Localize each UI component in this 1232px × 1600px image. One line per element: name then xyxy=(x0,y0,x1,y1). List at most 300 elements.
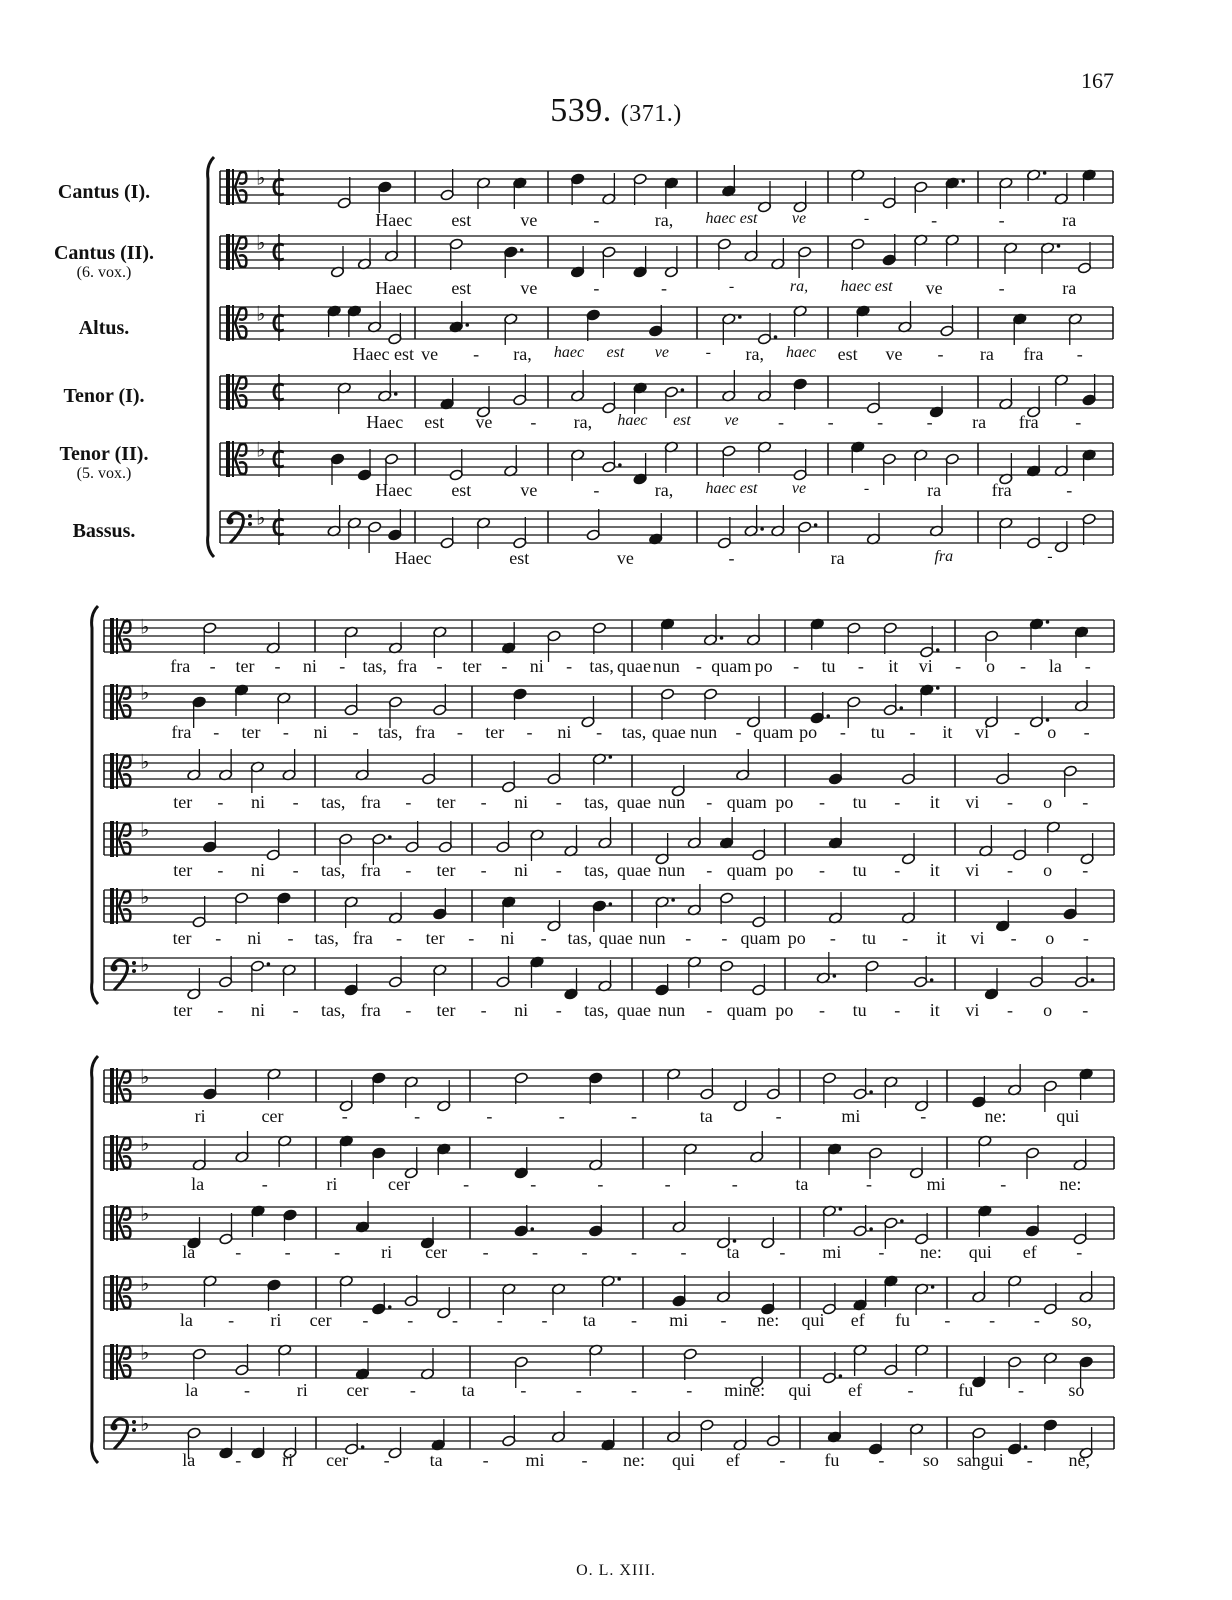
note xyxy=(476,177,490,209)
lyric-syllable: tas, xyxy=(567,928,593,948)
note xyxy=(251,1205,265,1237)
note xyxy=(828,817,842,849)
note xyxy=(1074,626,1088,658)
note xyxy=(687,817,701,849)
lyric-syllable: - xyxy=(1013,722,1020,742)
lyric-syllable: - xyxy=(235,1450,242,1470)
note xyxy=(1027,517,1041,549)
lyric-syllable: ne, xyxy=(1068,1450,1090,1470)
note xyxy=(847,696,861,728)
lyric-syllable: ra, xyxy=(654,210,674,230)
note xyxy=(828,892,842,924)
note xyxy=(703,614,723,646)
lyric-syllable: fra xyxy=(1018,412,1039,432)
lyric-syllable: ter xyxy=(172,928,192,948)
lyric-syllable: - xyxy=(341,1106,348,1126)
lyric-syllable: mi xyxy=(926,1174,946,1194)
note xyxy=(203,1068,217,1100)
lyric-syllable: - xyxy=(793,656,800,676)
system-brace xyxy=(208,157,214,557)
lyric-syllable: qui xyxy=(671,1450,695,1470)
note xyxy=(771,238,785,270)
note xyxy=(703,688,717,720)
lyric-syllable: it xyxy=(929,860,940,880)
note xyxy=(266,829,280,861)
flat-icon: ♭ xyxy=(140,749,150,774)
lyric-syllable: fra xyxy=(352,928,373,948)
lyric-syllable: - xyxy=(501,656,508,676)
note xyxy=(847,622,861,654)
note xyxy=(766,1068,780,1100)
note xyxy=(378,181,392,213)
note xyxy=(664,441,678,473)
lyric-syllable: po xyxy=(775,792,794,812)
lyric-syllable: - xyxy=(907,1380,914,1400)
lyric-syllable: ve xyxy=(520,480,538,500)
lyric-syllable: - xyxy=(819,860,825,880)
note xyxy=(633,382,647,414)
note xyxy=(282,964,296,996)
note xyxy=(901,833,915,865)
note xyxy=(1013,829,1027,861)
lyric-syllable: vi xyxy=(965,860,980,880)
note xyxy=(909,1147,923,1179)
lyric-syllable: - xyxy=(631,1242,637,1262)
note xyxy=(502,896,516,928)
lyric-syllable: vi xyxy=(975,722,990,742)
lyric-syllable: ne: xyxy=(984,1106,1007,1126)
staff xyxy=(220,438,1113,485)
note xyxy=(602,173,616,205)
flat-icon: ♭ xyxy=(140,680,150,705)
note xyxy=(219,1427,233,1459)
note xyxy=(440,169,454,201)
note xyxy=(945,234,959,266)
note xyxy=(851,169,865,201)
lyric-syllable: - xyxy=(530,412,537,432)
note xyxy=(757,181,771,213)
note xyxy=(649,305,663,337)
note xyxy=(853,1344,867,1376)
lyric-syllable: quae xyxy=(617,656,651,676)
note xyxy=(192,1348,206,1380)
lyric-syllable: qui xyxy=(968,1242,992,1262)
lyric-syllable: - xyxy=(728,548,735,568)
lyric-syllable: - xyxy=(721,928,728,948)
f-clef-icon xyxy=(227,513,253,543)
lyric-syllable: Haec xyxy=(375,210,413,230)
note xyxy=(667,1411,681,1443)
lyric-syllable: tu xyxy=(852,860,867,880)
lyric-syllable: so xyxy=(922,1450,939,1470)
note xyxy=(504,246,524,278)
lyric-syllable: tas, xyxy=(320,1000,346,1020)
lyric-syllable: ef xyxy=(1022,1242,1037,1262)
note xyxy=(720,960,734,992)
lyric-syllable: - xyxy=(480,860,487,880)
note xyxy=(219,1213,233,1245)
lyric-syllable: haec est xyxy=(840,278,893,295)
lyric-syllable: nun xyxy=(638,928,666,948)
lyric-syllable: - xyxy=(685,928,692,948)
lyric-syllable: po xyxy=(799,722,818,742)
note xyxy=(1068,313,1082,345)
lyric-syllable: - xyxy=(215,928,222,948)
lyric-syllable: - xyxy=(217,792,224,812)
note xyxy=(404,1076,418,1108)
staff xyxy=(104,1131,1114,1179)
note xyxy=(502,761,516,793)
note xyxy=(433,626,447,658)
lyric-syllable: it xyxy=(929,1000,940,1020)
staff xyxy=(104,749,1114,797)
lyric-syllable: ve xyxy=(791,210,807,227)
lyric-syllable: - xyxy=(284,1242,291,1262)
lyric-syllable: - xyxy=(1033,1310,1040,1330)
lyric-syllable: la xyxy=(185,1380,199,1400)
lyric-syllable: - xyxy=(877,412,884,432)
piece-number: 539. xyxy=(550,92,612,129)
note xyxy=(502,622,516,654)
note xyxy=(999,378,1013,410)
staff xyxy=(104,1064,1114,1112)
lyric-syllable: ra xyxy=(1062,278,1077,298)
note xyxy=(282,749,296,781)
lyric-syllable: ter xyxy=(241,722,261,742)
note xyxy=(589,1072,603,1104)
note xyxy=(978,1135,992,1167)
lyric-syllable: - xyxy=(409,1380,416,1400)
note xyxy=(405,821,419,853)
lyric-syllable: haec est xyxy=(705,210,758,227)
note xyxy=(816,952,836,984)
lyric-syllable: - xyxy=(566,656,573,676)
note xyxy=(372,1283,392,1315)
lyric-syllable: - xyxy=(680,1242,687,1262)
lyric-syllable: - xyxy=(866,1174,872,1194)
flat-icon: ♭ xyxy=(256,505,266,530)
lyric-syllable: o xyxy=(1045,928,1055,948)
lyric-syllable: la xyxy=(1048,656,1062,676)
lyric-syllable: qui xyxy=(788,1380,812,1400)
note xyxy=(633,173,647,205)
lyric-syllable: - xyxy=(396,928,402,948)
lyric-syllable: ni xyxy=(302,656,317,676)
lyric-syllable: so, xyxy=(1071,1310,1092,1330)
note xyxy=(1077,242,1091,274)
note xyxy=(192,896,206,928)
lyric-syllable: - xyxy=(863,480,870,497)
lyric-syllable: - xyxy=(274,656,281,676)
lyric-syllable: Haec est xyxy=(352,344,414,364)
lyric-syllable: - xyxy=(362,1310,369,1330)
note xyxy=(219,956,233,988)
lyric-syllable: - xyxy=(480,792,487,812)
lyric-syllable: - xyxy=(555,1000,562,1020)
lyric-syllable: ta xyxy=(699,1106,713,1126)
lyric-syllable: ter xyxy=(436,860,456,880)
lyric-syllable: quae xyxy=(651,722,686,742)
note xyxy=(388,313,402,345)
note xyxy=(972,1356,986,1388)
lyric-syllable: po xyxy=(775,1000,794,1020)
lyric-syllable: o xyxy=(1043,792,1053,812)
note xyxy=(384,230,398,262)
part-label-cantus-1: Cantus (I). xyxy=(57,181,151,203)
lyric-syllable: - xyxy=(1075,412,1082,432)
lyric-syllable: - xyxy=(456,722,463,742)
lyric-syllable: ri xyxy=(326,1174,338,1194)
note xyxy=(372,1147,386,1179)
lyric-syllable: - xyxy=(1007,1000,1013,1020)
lyric-syllable: - xyxy=(779,1450,786,1470)
lyric-syllable: ra xyxy=(1062,210,1077,230)
lyric-syllable: - xyxy=(1084,656,1091,676)
note xyxy=(1008,1423,1028,1455)
note xyxy=(504,445,518,477)
lyric-syllable: ef xyxy=(850,1310,865,1330)
note xyxy=(717,517,731,549)
lyric-syllable: - xyxy=(1010,928,1017,948)
note xyxy=(750,1131,764,1163)
note xyxy=(866,382,880,414)
lyric-syllable: ni xyxy=(250,792,266,812)
note xyxy=(882,177,896,209)
note xyxy=(914,956,934,988)
system-3 xyxy=(92,1056,1114,1463)
footer-signature: O. L. XIII. xyxy=(576,1562,656,1579)
note xyxy=(683,1143,697,1175)
note xyxy=(592,622,606,654)
note xyxy=(404,1275,418,1307)
note xyxy=(513,688,527,720)
note xyxy=(431,1419,445,1451)
part-label-cantus-2: Cantus (II). (6. vox.) xyxy=(53,242,155,281)
lyric-syllable: - xyxy=(829,928,836,948)
lyric-syllable: la xyxy=(191,1174,205,1194)
lyric-syllable: ri xyxy=(381,1242,393,1262)
note xyxy=(915,1344,929,1376)
note xyxy=(700,1419,714,1451)
note xyxy=(551,1411,565,1443)
lyric-syllable: - xyxy=(414,1106,421,1126)
note xyxy=(1043,1080,1057,1112)
lyric-syllable: ter xyxy=(173,1000,193,1020)
note xyxy=(752,964,766,996)
lyric-syllable: po xyxy=(754,656,773,676)
note xyxy=(1008,1275,1022,1307)
staff xyxy=(104,1271,1114,1319)
lyric-syllable: - xyxy=(778,412,785,432)
note xyxy=(722,370,736,402)
note xyxy=(687,884,701,916)
note xyxy=(914,449,928,481)
lyric-syllable: mi xyxy=(841,1106,861,1126)
note xyxy=(344,626,358,658)
note xyxy=(793,449,807,481)
note xyxy=(882,234,896,266)
lyric-syllable: - xyxy=(894,860,901,880)
lyric-syllable: ter xyxy=(485,722,505,742)
lyric-syllable: - xyxy=(473,344,480,364)
lyric-syllable: ve xyxy=(421,344,439,364)
lyric-syllable: tu xyxy=(852,792,867,812)
staff xyxy=(104,614,1114,662)
lyric-syllable: sangui xyxy=(956,1450,1004,1470)
lyric-syllable: tas, xyxy=(314,928,339,948)
lyric-syllable: - xyxy=(1000,1174,1007,1194)
lyric-syllable: - xyxy=(920,1106,927,1126)
lyric-syllable: - xyxy=(931,210,938,230)
lyric-syllable: ne: xyxy=(757,1310,780,1330)
note xyxy=(1063,765,1077,797)
lyric-syllable: - xyxy=(937,344,944,364)
lyric-syllable: ni xyxy=(514,1000,529,1020)
note xyxy=(766,1415,780,1447)
lyric-syllable: ra, xyxy=(789,278,809,295)
note xyxy=(581,696,595,728)
note xyxy=(551,1283,565,1315)
lyric-syllable: quae xyxy=(598,928,633,948)
note xyxy=(683,1348,697,1380)
lyric-syllable: ni xyxy=(514,792,529,812)
lyric-syllable: - xyxy=(998,210,1005,230)
note xyxy=(744,230,758,262)
lyric-syllable: ta xyxy=(726,1242,740,1262)
note xyxy=(920,684,940,716)
note xyxy=(828,753,842,785)
note xyxy=(972,1271,986,1303)
lyric-syllable: - xyxy=(228,1310,235,1330)
lyric-syllable: mi xyxy=(525,1450,545,1470)
note xyxy=(422,753,436,785)
note xyxy=(278,1135,292,1167)
system-brace xyxy=(92,606,98,1004)
lyric-syllable: ra xyxy=(830,548,845,568)
lyric-syllable: - xyxy=(909,722,916,742)
lyric-syllable: - xyxy=(468,928,475,948)
note xyxy=(234,684,248,716)
lyric-syllable: it xyxy=(929,792,940,812)
lyric-syllable: ri xyxy=(282,1450,294,1470)
lyric-syllable: vi xyxy=(918,656,933,676)
lyric-syllable: it xyxy=(888,656,899,676)
note xyxy=(449,449,463,481)
flat-icon: ♭ xyxy=(140,1131,150,1156)
lyric-syllable: haec xyxy=(617,412,648,429)
note xyxy=(884,1344,898,1376)
lyric-syllable: - xyxy=(282,722,289,742)
lyric-syllable: ter xyxy=(173,792,193,812)
note xyxy=(602,441,622,473)
note xyxy=(827,1411,841,1443)
note xyxy=(853,1068,873,1100)
lyric-syllable: - xyxy=(1047,548,1053,565)
lyric-syllable: - xyxy=(436,656,443,676)
note xyxy=(744,505,764,537)
note xyxy=(344,684,358,716)
note xyxy=(266,622,280,654)
note xyxy=(672,1275,686,1307)
note xyxy=(514,1147,528,1179)
staff xyxy=(220,230,1113,278)
note xyxy=(898,301,912,333)
lyric-syllable: mi xyxy=(669,1310,689,1330)
note xyxy=(856,305,870,337)
lyric-syllable: ra xyxy=(972,412,987,432)
lyric-syllable: - xyxy=(540,928,547,948)
note xyxy=(187,968,201,1000)
staff xyxy=(220,370,1113,418)
lyric-syllable: ta xyxy=(461,1380,475,1400)
lyric-syllable: tas, xyxy=(584,1000,609,1020)
lyric-syllable: ve xyxy=(654,344,669,361)
lyric-syllable: tu xyxy=(870,722,885,742)
note xyxy=(355,749,369,781)
note xyxy=(203,1275,217,1307)
lyric-syllable: ni xyxy=(250,1000,266,1020)
note xyxy=(752,896,766,928)
lyric-syllable: fra xyxy=(360,1000,381,1020)
flat-icon: ♭ xyxy=(256,165,266,190)
lyric-syllable: - xyxy=(631,1106,637,1126)
note xyxy=(822,1352,842,1384)
note xyxy=(547,753,561,785)
lyric-syllable: - xyxy=(998,278,1005,298)
lyric-syllable: tas, xyxy=(589,656,614,676)
note xyxy=(347,305,361,337)
note xyxy=(1008,1064,1022,1096)
note xyxy=(655,896,675,928)
lyric-syllable: o xyxy=(1047,722,1057,742)
staff xyxy=(104,952,1114,1000)
note xyxy=(1073,1213,1087,1245)
lyric-syllable: cer xyxy=(425,1242,448,1262)
lyric-syllable: est xyxy=(451,480,472,500)
note xyxy=(449,301,469,333)
lyric-syllable: quae xyxy=(617,1000,651,1020)
note xyxy=(502,1283,516,1315)
note xyxy=(337,382,351,414)
note xyxy=(672,1201,686,1233)
note xyxy=(633,246,647,278)
note xyxy=(866,513,880,545)
lyric-syllable: est xyxy=(424,412,445,432)
note xyxy=(586,509,600,541)
lyric-syllable: cer xyxy=(261,1106,284,1126)
flat-icon: ♭ xyxy=(140,1064,150,1089)
note xyxy=(757,370,771,402)
note xyxy=(187,749,201,781)
note xyxy=(1025,1205,1039,1237)
lyric-syllable: - xyxy=(863,210,870,227)
lyric-syllable: quam xyxy=(740,928,781,948)
lyric-syllable: haec est xyxy=(705,480,758,497)
note xyxy=(736,749,750,781)
note xyxy=(1082,513,1096,545)
note xyxy=(330,246,344,278)
lyric-syllable: ter xyxy=(425,928,445,948)
note xyxy=(564,825,578,857)
note xyxy=(999,177,1013,209)
lyric-syllable: ni xyxy=(313,722,328,742)
system-brace xyxy=(92,1056,98,1463)
lyric-syllable: - xyxy=(530,1174,537,1194)
lyric-syllable: - xyxy=(1019,656,1026,676)
lyric-syllable: la xyxy=(179,1310,193,1330)
lyric-syllable: - xyxy=(292,792,299,812)
note xyxy=(344,896,358,928)
